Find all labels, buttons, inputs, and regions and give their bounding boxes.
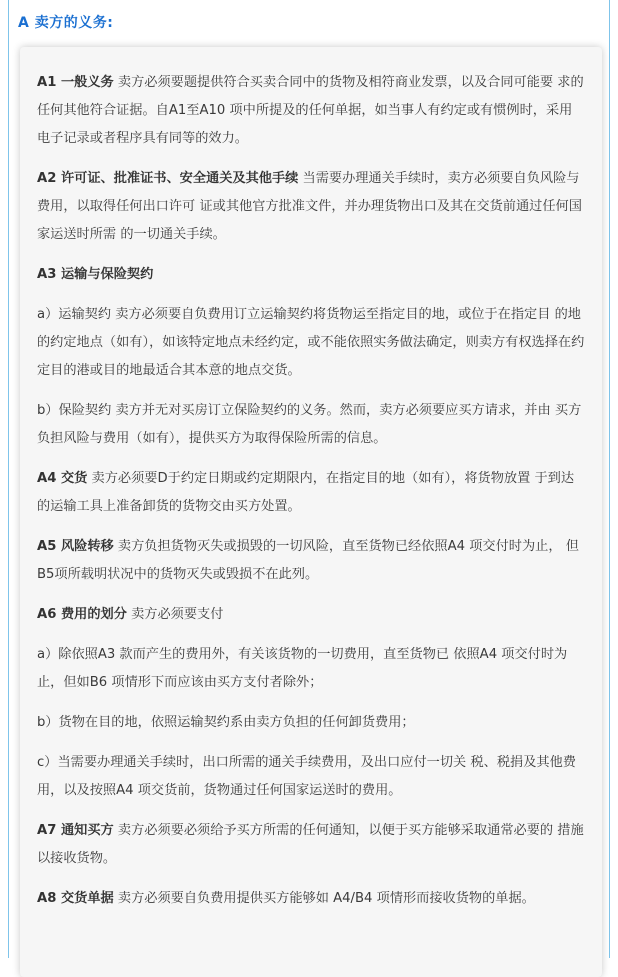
- paragraph-text: 卖方必须要必须给予买方所需的任何通知，以便于买方能够采取通常必要的 措施以接收货物。: [37, 823, 584, 866]
- paragraph-key: A2 许可证、批准证书、安全通关及其他手续: [37, 171, 299, 186]
- paragraph-a3-a: [37, 301, 585, 385]
- paragraph-a7: [37, 817, 585, 873]
- paragraph-text: a）除依照A3 款而产生的费用外，有关该货物的一切费用，直至货物已 依照A4 项交付时为止，但如B6 项情形下而应该由买方支付者除外；: [37, 647, 568, 690]
- paragraph-key: A3 运输与保险契约: [37, 267, 154, 282]
- paragraph-a3-b: [37, 397, 585, 453]
- paragraph-a6-c: [37, 749, 585, 805]
- paragraph-text: 卖方必须要自负费用提供买方能够如 A4/B4 项情形而接收货物的单据。: [113, 891, 535, 906]
- paragraph-a6-a: [37, 641, 585, 697]
- paragraph-a4: [37, 465, 585, 521]
- paragraph-text: 卖方必须要D于约定日期或约定期限内，在指定目的地（如有），将货物放置 于到达的运输工具上准备卸货的货物交由买方处置。: [37, 471, 575, 514]
- paragraph-text: 卖方负担货物灭失或损毁的一切风险，直至货物已经依照A4 项交付时为止， 但B5项所载明状况中的货物灭失或毁损不在此列。: [37, 539, 579, 582]
- paragraph-a3: [37, 261, 585, 289]
- paragraph-key: A5 风险转移: [37, 539, 114, 554]
- paragraph-key: A4 交货: [37, 471, 88, 486]
- paragraph-key: A6 费用的划分: [37, 607, 127, 622]
- paragraph-key: A1 一般义务: [37, 75, 114, 90]
- paragraph-text: b）货物在目的地，依照运输契约系由卖方负担的任何卸货费用；: [37, 715, 415, 730]
- paragraph-text: c）当需要办理通关手续时，出口所需的通关手续费用，及出口应付一切关 税、税捐及其他费用，以及按照A4 项交货前，货物通过任何国家运送时的费用。: [37, 755, 576, 798]
- paragraph-a2: [37, 165, 585, 249]
- paragraph-text: a）运输契约 卖方必须要自负费用订立运输契约将货物运至指定目的地，或位于在指定目 的地的约定地点（如有），如该特定地点未经约定，或不能依照实务做法确定，则卖方有权选择在约定目的港或目的地最适合其本意的地点交货。: [37, 307, 585, 378]
- paragraph-a8: [37, 885, 585, 913]
- paragraph-a5: [37, 533, 585, 589]
- paragraph-text: 卖方必须要支付: [126, 607, 224, 622]
- paragraph-text: 当需要办理通关手续时，卖方必须要自负风险与费用，以取得任何出口许可 证或其他官方批准文件，并办理货物出口及其在交货前通过任何国家运送时所需 的一切通关手续。: [37, 171, 582, 242]
- paragraph-key: A7 通知买方: [37, 823, 114, 838]
- paragraph-a6: [37, 601, 585, 629]
- section-title: A 卖方的义务:: [18, 15, 114, 31]
- obligations-list: [37, 69, 585, 925]
- paragraph-text: 卖方必须要题提供符合买卖合同中的货物及相符商业发票，以及合同可能要 求的任何其他符合证据。自A1至A10 项中所提及的任何单据，如当事人有约定或有惯例时，采用电子记录或者程序具有同等的效力。: [37, 75, 584, 146]
- paragraph-a1: [37, 69, 585, 153]
- paragraph-text: b）保险契约 卖方并无对买房订立保险契约的义务。然而，卖方必须要应买方请求，并由 买方负担风险与费用（如有），提供买方为取得保险所需的信息。: [37, 403, 582, 446]
- paragraph-a6-b: [37, 709, 585, 737]
- paragraph-key: A8 交货单据: [37, 891, 114, 906]
